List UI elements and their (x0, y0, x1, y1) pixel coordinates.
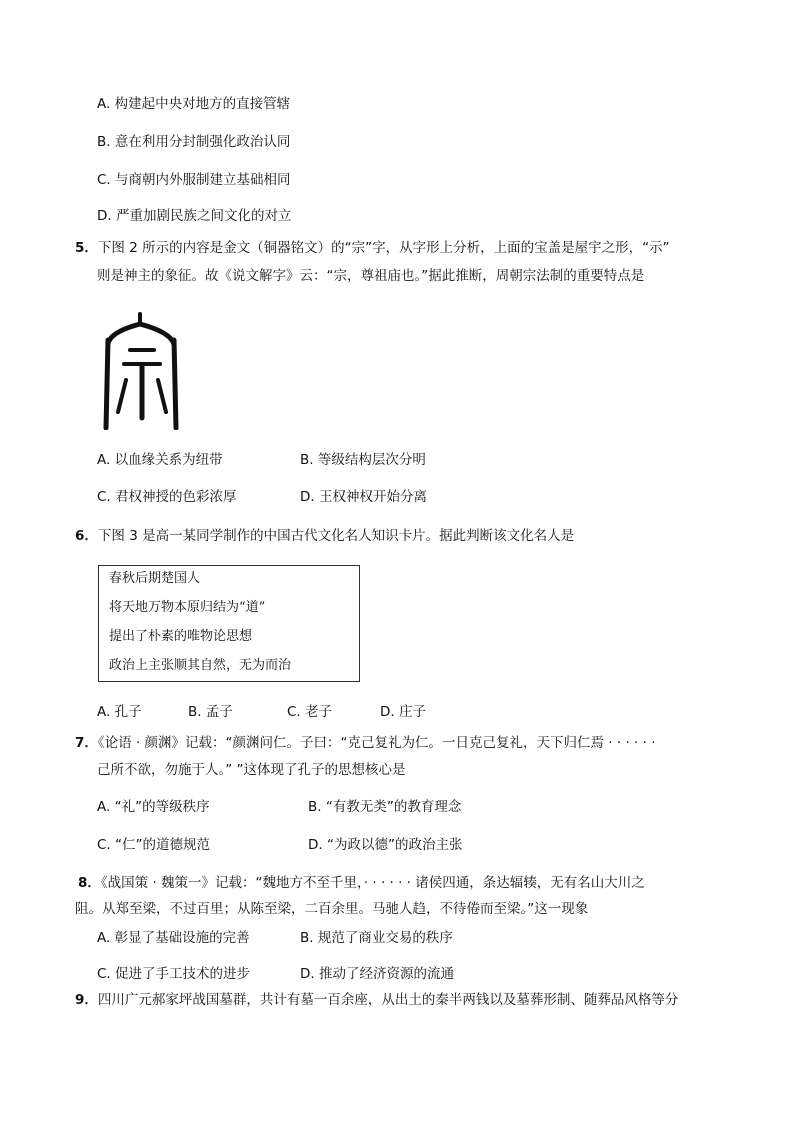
q7-option-a[interactable]: A. “礼”的等级秩序 (97, 799, 210, 815)
q6-stem-text: 下图 3 是高一某同学制作的中国古代文化名人知识卡片。据此判断该文化名人是 (97, 528, 575, 544)
q8-stem (78, 873, 645, 893)
q8-stem-line2: 阻。从郑至梁，不过百里；从陈至梁，二百余里。马驰人趋，不待倦而至梁。”这一现象 (75, 901, 589, 917)
knowledge-card (98, 565, 360, 682)
card-line-3: 提出了朴素的唯物论思想 (109, 629, 253, 644)
q6-stem (75, 526, 574, 546)
q4-option-a[interactable]: A. 构建起中央对地方的直接管辖 (97, 96, 291, 112)
q7-option-d[interactable]: D. “为政以德”的政治主张 (308, 837, 463, 853)
q5-stem-line2: 则是神主的象征。故《说文解字》云：“宗，尊祖庙也。”据此推断，周朝宗法制的重要特点是 (97, 268, 645, 284)
q8-stem-line1: 《战国策 · 魏策一》记载：“魏地方不至千里，· · · · · · 诸侯四通，条达辐辏，无有名山大川之 (100, 875, 645, 891)
q8-option-c[interactable]: C. 促进了手工技术的进步 (97, 966, 251, 982)
q5-option-b[interactable]: B. 等级结构层次分明 (300, 452, 426, 468)
q7-stem-line2: 己所不欲，勿施于人。” ”这体现了孔子的思想核心是 (97, 762, 406, 778)
q4-option-b[interactable]: B. 意在利用分封制强化政治认同 (97, 134, 291, 150)
q5-option-d[interactable]: D. 王权神权开始分离 (300, 489, 427, 505)
q9-number: 9． (75, 992, 98, 1008)
q8-number: 8． (78, 875, 101, 891)
q4-option-d[interactable]: D. 严重加剧民族之间文化的对立 (97, 208, 292, 224)
q6-option-d[interactable]: D. 庄子 (380, 704, 426, 720)
card-line-2: 将天地万物本原归结为“道” (109, 600, 266, 615)
q7-number: 7． (75, 735, 98, 751)
q8-option-d[interactable]: D. 推动了经济资源的流通 (300, 966, 454, 982)
q8-option-b[interactable]: B. 规范了商业交易的秩序 (300, 930, 453, 946)
q7-stem-line1: 《论语 · 颜渊》记载：“颜渊问仁。子曰：“克己复礼为仁。一日克己复礼，天下归仁焉 · · · · · · (97, 735, 656, 751)
card-line-4: 政治上主张顺其自然，无为而治 (109, 658, 292, 673)
q6-number: 6． (75, 528, 98, 544)
q7-option-c[interactable]: C. “仁”的道德规范 (97, 837, 210, 853)
q5-stem (75, 238, 670, 258)
q7-stem (75, 733, 656, 753)
q5-number: 5． (75, 240, 98, 256)
q5-option-a[interactable]: A. 以血缘关系为纽带 (97, 452, 223, 468)
card-line-1: 春秋后期楚国人 (109, 571, 201, 586)
q7-option-b[interactable]: B. “有教无类”的教育理念 (308, 799, 462, 815)
q8-option-a[interactable]: A. 彰显了基础设施的完善 (97, 930, 250, 946)
q4-option-c[interactable]: C. 与商朝内外服制建立基础相同 (97, 172, 291, 188)
q9-stem (75, 990, 678, 1010)
q5-option-c[interactable]: C. 君权神授的色彩浓厚 (97, 489, 237, 505)
q9-stem-line1: 四川广元郝家坪战国墓群，共计有墓一百余座，从出土的秦半两钱以及墓葬形制、随葬品风格等分 (97, 992, 679, 1008)
q6-option-a[interactable]: A. 孔子 (97, 704, 142, 720)
q6-option-b[interactable]: B. 孟子 (188, 704, 233, 720)
q6-option-c[interactable]: C. 老子 (287, 704, 333, 720)
q5-stem-line1: 下图 2 所示的内容是金文（铜器铭文）的“宗”字，从字形上分析，上面的宝盖是屋宇之形，“示” (97, 240, 670, 256)
zong-character-icon (96, 310, 186, 430)
